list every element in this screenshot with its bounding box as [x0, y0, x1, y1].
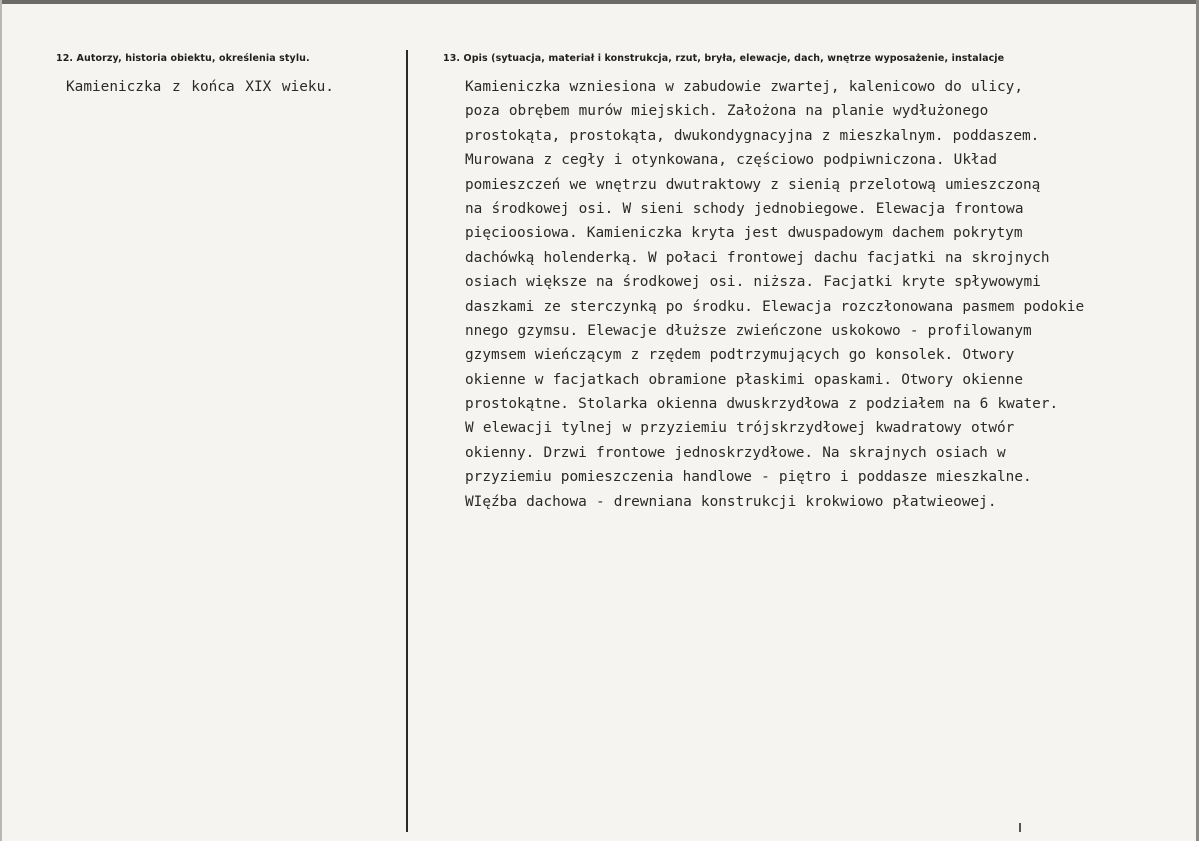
description-line: okienne w facjatkach obramione płaskimi opaskami. Otwory okienne [465, 371, 1023, 388]
card-edge-top [0, 0, 1199, 4]
description-line: W elewacji tylnej w przyziemiu trójskrzydłowej kwadratowy otwór [465, 420, 1015, 437]
description-line: WIęźba dachowa - drewniana konstrukcji krokwiowo płatwieowej. [465, 493, 997, 510]
description-line: dachówką holenderką. W połaci frontowej dachu facjatki na skrojnych [465, 249, 1050, 266]
field-13-description [465, 75, 1195, 514]
margin-tick-mark [1019, 823, 1021, 832]
field-12-value: Kamieniczka z końca XIX wieku. [66, 79, 334, 95]
description-line: pomieszczeń we wnętrzu dwutraktowy z sienią przelotową umieszczoną [465, 176, 1041, 193]
field-12-label: 12. Autorzy, historia obiektu, określenia stylu. [56, 53, 310, 64]
description-line: osiach większe na środkowej osi. niższa. Facjatki kryte spływowymi [465, 274, 1041, 291]
description-line: poza obrębem murów miejskich. Założona na planie wydłużonego [465, 103, 989, 120]
description-line: na środkowej osi. W sieni schody jednobiegowe. Elewacja frontowa [465, 200, 1024, 217]
description-line: przyziemiu pomieszczenia handlowe - piętro i poddasze mieszkalne. [465, 469, 1032, 486]
description-line: prostokątne. Stolarka okienna dwuskrzydłowa z podziałem na 6 kwater. [465, 396, 1059, 413]
description-line: gzymsem wieńczącym z rzędem podtrzymujących go konsolek. Otwory [465, 347, 1015, 364]
description-line: nnego gzymsu. Elewacje dłuższe zwieńczone uskokowo - profilowanym [465, 322, 1032, 339]
card-edge-left [0, 0, 2, 841]
description-line: daszkami ze sterczynką po środku. Elewacja rozczłonowana pasmem podokie [465, 298, 1085, 315]
description-line: pięcioosiowa. Kamieniczka kryta jest dwuspadowym dachem pokrytym [465, 225, 1023, 242]
field-13-label: 13. Opis (sytuacja, materiał i konstrukcja, rzut, bryła, elewacje, dach, wnętrze wyposażenie, instalacje [443, 53, 1005, 64]
column-divider [406, 50, 408, 832]
description-line: Kamieniczka wzniesiona w zabudowie zwartej, kalenicowo do ulicy, [465, 79, 1023, 95]
description-line: prostokąta, prostokąta, dwukondygnacyjna z mieszkalnym. poddaszem. [465, 127, 1040, 144]
description-line: Murowana z cegły i otynkowana, częściowo podpiwniczona. Układ [465, 152, 997, 169]
description-line: okienny. Drzwi frontowe jednoskrzydłowe. Na skrajnych osiach w [465, 444, 1006, 461]
